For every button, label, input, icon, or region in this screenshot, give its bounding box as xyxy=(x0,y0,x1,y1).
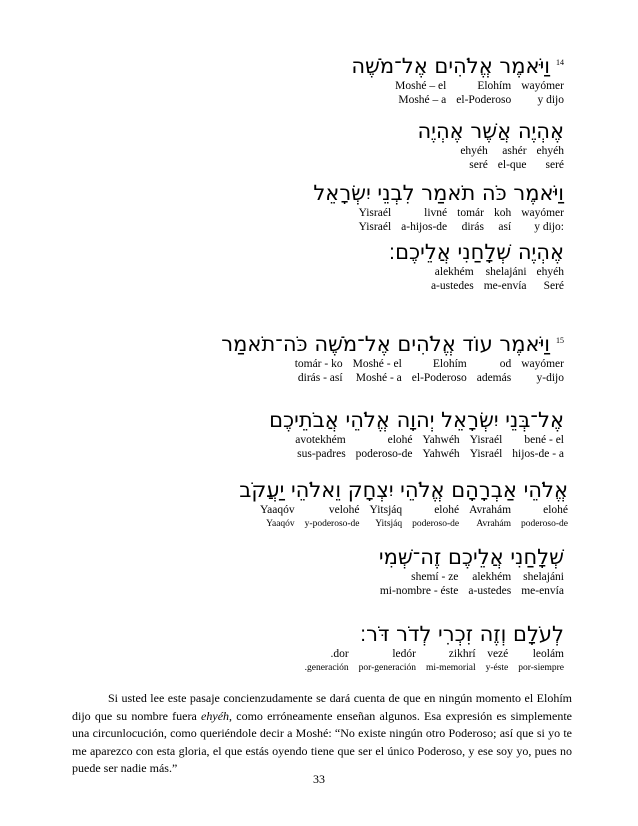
verse-14-line-1 xyxy=(351,50,564,107)
interlinear-gloss: tomár - ko Moshé - el Elohím od wayómer dirás - así Moshé - a el-Poderoso además y-dijo xyxy=(294,358,564,384)
verse-14-line-4 xyxy=(389,239,564,293)
interlinear-gloss: Yisraél livné tomár koh wayómer Yisraél a-hijos-de dirás así y dijo: xyxy=(358,207,564,233)
verse-14-line-3 xyxy=(313,180,564,234)
interlinear-gloss: avotekhém elohé Yahwéh Yisraél bené - el sus-padres poderoso-de Yahwéh Yisraél hijos-de - a xyxy=(295,434,564,460)
interlinear-gloss: alekhém shelajáni ehyéh a-ustedes me-envía Seré xyxy=(430,266,564,292)
hebrew-text: לְעֹלָם וְזֶה זִכְרִי לְדֹר דֹּר׃ xyxy=(359,622,564,646)
verse-15-line-1 xyxy=(221,328,564,385)
interlinear-gloss: Moshé – el Elohím wayómer Moshé – a el-Poderoso y dijo xyxy=(395,80,564,106)
hebrew-text: אֶל־בְּנֵי יִשְׂרָאֵל יְהוָה אֱלֹהֵי אֲבֹתֵיכֶם xyxy=(269,408,564,432)
italic-term: ehyéh xyxy=(201,708,230,723)
verse-15-line-3 xyxy=(239,477,568,531)
verse-15-line-2 xyxy=(269,407,564,461)
hebrew-text: אֱלֹהֵי אַבְרָהָם אֱלֹהֵי יִצְחָק וֵאלֹהֵי יַעֲקֹב xyxy=(239,478,568,502)
hebrew-text: וַיֹּאמֶר כֹּה תֹאמַר לִבְנֵי יִשְׂרָאֵל xyxy=(313,181,564,205)
verse-15-line-5 xyxy=(295,621,564,675)
commentary-paragraph: Si usted lee este pasaje concienzudamente se dará cuenta de que en ningún momento el Elohím dijo que su nombre fuera ehyéh, como erróneamente enseñan algunos. Esa expresión es simplemente una circunlocución, como queriéndole decir a Moshé: “No existe ningún otro Poderoso; así que si yo te me aparezco con esta gloria, el que estás oyendo tiene que ser el único Poderoso, y ese soy yo, pues no puede ser nadie más.” xyxy=(72,691,572,775)
hebrew-text: $^{15}$וַיֹּאמֶר עוֹד אֱלֹהִים אֶל־מֹשֶׁה כֹּה־תֹאמַר xyxy=(221,332,564,356)
verse-14-line-2 xyxy=(418,118,564,172)
hebrew-text: אֶהְיֶה שְׁלָחַנִי אֲלֵיכֶם׃ xyxy=(388,240,564,264)
hebrew-text: אֶהְיֶה אֲשֶׁר אֶהְיֶה xyxy=(417,119,564,143)
interlinear-gloss: ehyéh ashér ehyéh seré el-que seré xyxy=(460,145,564,171)
interlinear-gloss: shemí - ze alekhém shelajáni mi-nombre - éste a-ustedes me-envía xyxy=(379,571,564,597)
interlinear-gloss: Yaaqóv velohé Yitsjáq elohé Avrahám elohé Yaaqóv y-poderoso-de Yitsjáq poderoso-de Avrahám poderoso-de xyxy=(260,504,568,529)
verse-number: 14 xyxy=(556,58,564,67)
hebrew-text: שְׁלָחַנִי אֲלֵיכֶם זֶה־שְּׁמִי xyxy=(378,545,564,569)
verse-number: 15 xyxy=(556,336,564,345)
page-number: 33 xyxy=(313,772,325,786)
interlinear-gloss: .dor ledór zikhrí vezé leolám .generación por-generación mi-memorial y-éste por-siempre xyxy=(304,648,564,673)
verse-15-line-4 xyxy=(370,544,564,598)
hebrew-text: $^{14}$וַיֹּאמֶר אֱלֹהִים אֶל־מֹשֶׁה xyxy=(351,54,564,78)
